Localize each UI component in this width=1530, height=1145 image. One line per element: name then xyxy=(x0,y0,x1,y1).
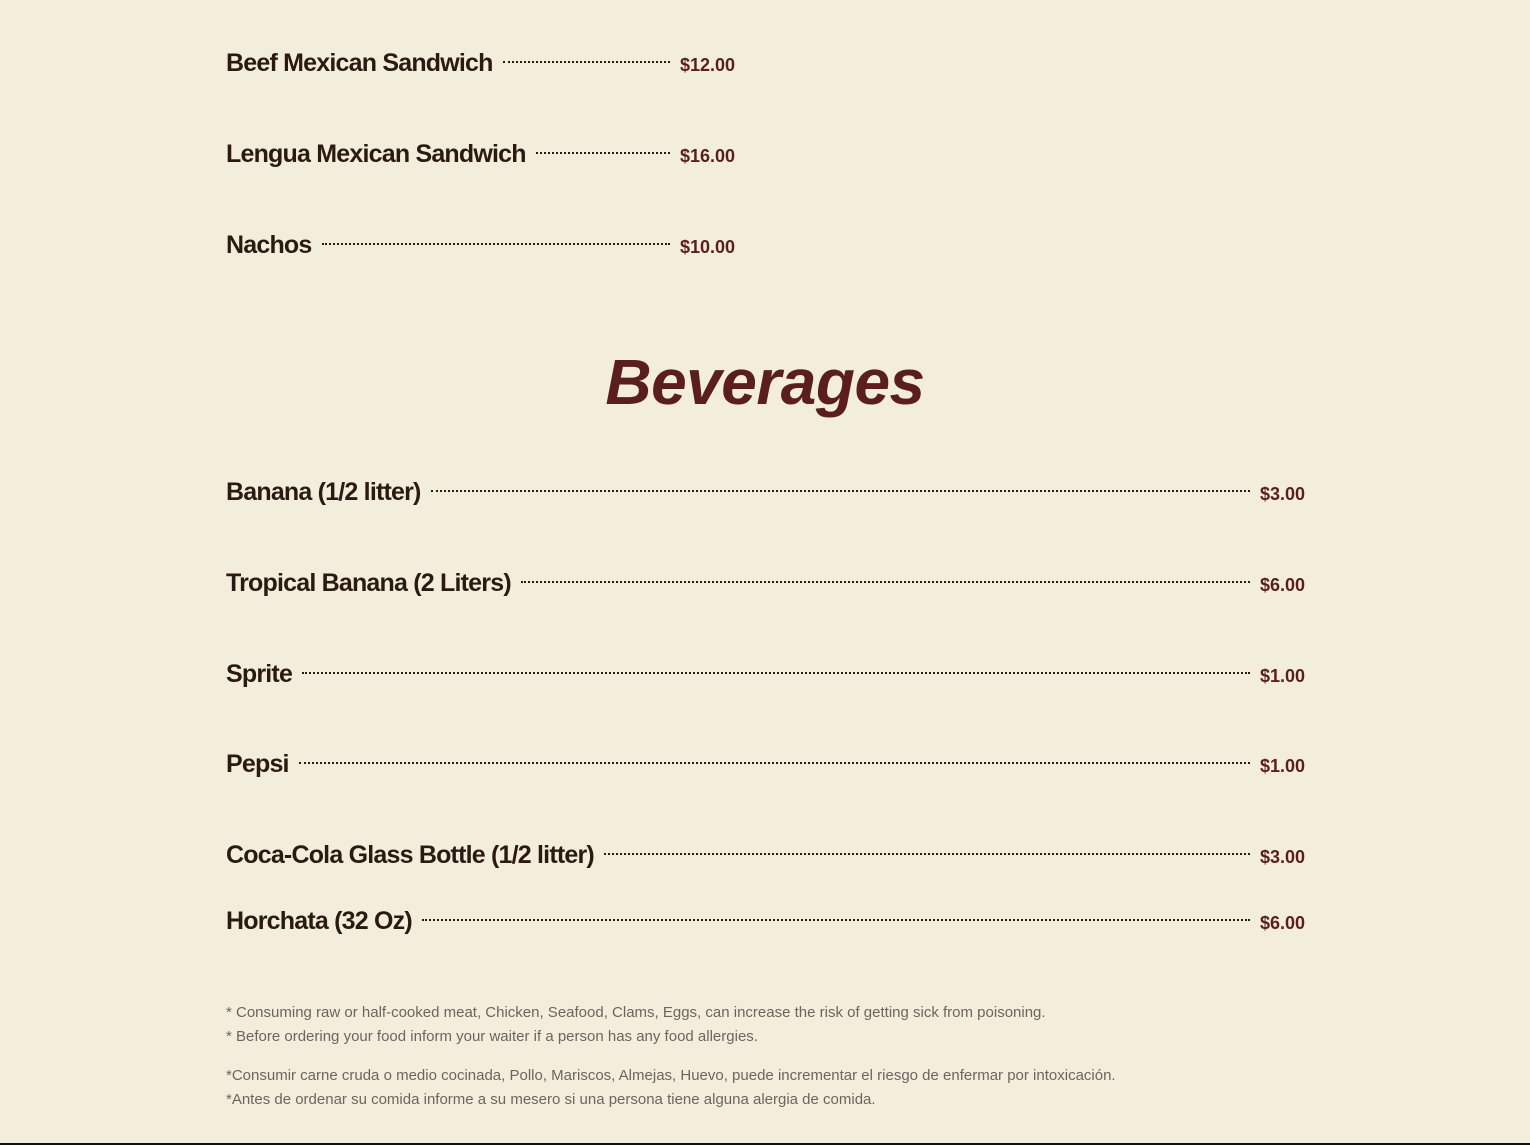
dotted-leader xyxy=(431,490,1250,492)
dotted-leader xyxy=(521,581,1250,583)
menu-item-name: Coca-Cola Glass Bottle (1/2 litter) xyxy=(226,841,594,869)
disclaimer-line: * Consuming raw or half-cooked meat, Chicken, Seafood, Clams, Eggs, can increase the risk of getting sick from poisoning. xyxy=(226,1004,1046,1021)
dotted-leader xyxy=(422,919,1250,921)
dotted-leader xyxy=(536,152,670,154)
menu-item-price: $1.00 xyxy=(1259,666,1305,686)
menu-item-pepsi xyxy=(226,750,1305,779)
menu-item-price: $6.00 xyxy=(1259,913,1305,933)
menu-item-name: Pepsi xyxy=(226,750,289,778)
menu-item-banana xyxy=(226,478,1305,507)
menu-item-price: $3.00 xyxy=(1259,484,1305,504)
menu-item-price: $6.00 xyxy=(1259,575,1305,595)
menu-item-name: Beef Mexican Sandwich xyxy=(226,49,493,77)
menu-item-name: Nachos xyxy=(226,231,312,259)
dotted-leader xyxy=(302,672,1250,674)
dotted-leader xyxy=(604,853,1250,855)
disclaimer-line: * Before ordering your food inform your waiter if a person has any food allergies. xyxy=(226,1027,758,1045)
disclaimer-line: *Consumir carne cruda o medio cocinada, Pollo, Mariscos, Almejas, Huevo, puede incrementar el riesgo de enfermar por intoxicación. xyxy=(226,1067,1116,1084)
menu-item-sprite xyxy=(226,660,1305,689)
menu-item-name: Horchata (32 Oz) xyxy=(226,907,412,935)
menu-item-price: $16.00 xyxy=(679,146,735,166)
disclaimer-english xyxy=(226,1001,1046,1048)
disclaimer-line: *Antes de ordenar su comida informe a su mesero si una persona tiene alguna alergia de comida. xyxy=(226,1090,876,1108)
dotted-leader xyxy=(322,243,670,245)
disclaimer-spanish xyxy=(226,1064,1116,1111)
menu-item-price: $3.00 xyxy=(1259,847,1305,867)
menu-item-horchata xyxy=(226,907,1305,936)
menu-item-lengua-mexican-sandwich xyxy=(226,140,735,169)
menu-item-name: Banana (1/2 litter) xyxy=(226,478,421,506)
menu-item-price: $12.00 xyxy=(679,55,735,75)
menu-item-coca-cola xyxy=(226,841,1305,870)
beverages-section-title: Beverages xyxy=(605,346,925,418)
menu-item-name: Sprite xyxy=(226,660,293,688)
menu-item-name: Lengua Mexican Sandwich xyxy=(226,140,526,168)
menu-item-name: Tropical Banana (2 Liters) xyxy=(226,569,511,597)
menu-item-price: $10.00 xyxy=(679,237,735,257)
menu-item-price: $1.00 xyxy=(1259,756,1305,776)
dotted-leader xyxy=(503,61,670,63)
dotted-leader xyxy=(299,762,1250,764)
menu-item-tropical-banana xyxy=(226,569,1305,598)
menu-item-nachos xyxy=(226,231,735,260)
menu-item-beef-mexican-sandwich xyxy=(226,49,735,78)
